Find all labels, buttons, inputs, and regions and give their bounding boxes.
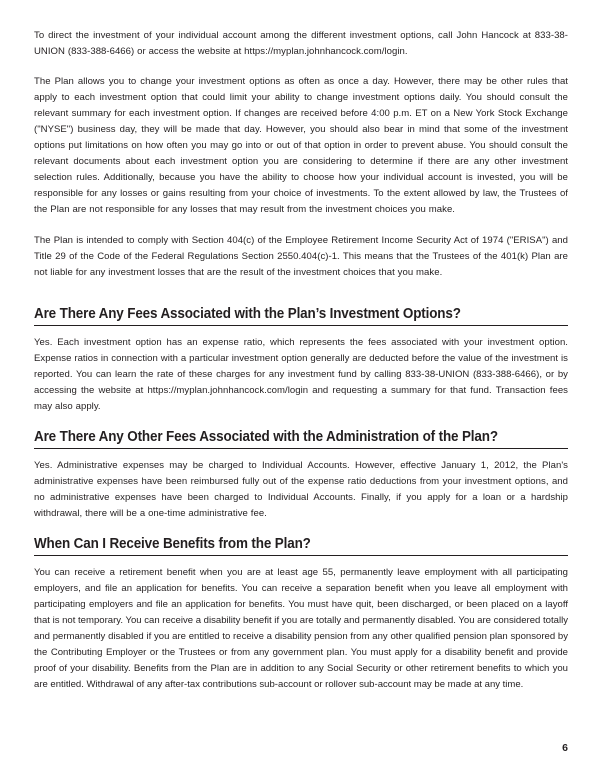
paragraph-benefits-eligibility: You can receive a retirement benefit when you are at least age 55, permanently leave employment with all participating employers, and file an application for benefits. You can receive a separation benefit when you leave all employment with participating employers and file an application for benefits. You must have quit, been discharged, or been placed on a layoff that is not temporary. You can receive a disability benefit if you are totally and permanently disabled. You are considered totally and permanently disabled if you are entitled to receive a disability pension from any other qualified pension plan sponsored by the Contributing Employer or the Trustees or from any government plan. You must apply for a disability benefit and provide proof of your disability. Benefits from the Plan are in addition to any Social Security or other retirement benefits to which you are entitled. Withdrawal of any after-tax contributions sub-account or rollover sub-account may be made at any time. — [34, 567, 568, 691]
section-heading-fees-administration — [34, 429, 568, 449]
section-heading-benefits-timing — [34, 536, 568, 556]
paragraph-intro-contact: To direct the investment of your individual account among the different investment options, call John Hancock at 833-38-UNION (833-388-6466) or access the website at https://myplan.johnhancock.com/login. — [34, 30, 568, 58]
paragraph-change-investment-options: The Plan allows you to change your investment options as often as once a day. However, there may be other rules that apply to each investment option that could limit your ability to change investment options daily. You should consult the relevant summary for each investment option. If changes are received before 4:00 p.m. ET on a New York Stock Exchange ("NYSE") business day, they will be made that day. However, you should also bear in mind that some of the investment options put limitations on how often you may go into or out of that option in order to prevent abuse. You should consult the relevant documents about each investment option you are considering to determine if there are any other investment selection rules. Additionally, because you have the ability to choose how your individual account is invested, you will be responsible for any losses or gains resulting from your choice of investments. To the extent allowed by law, the Trustees of the Plan are not responsible for any losses that may result from the investment choices you make. — [34, 76, 568, 216]
paragraph-fees-administration: Yes. Administrative expenses may be charged to Individual Accounts. However, effective January 1, 2012, the Plan's administrative expenses have been reimbursed fully out of the expense ratio deductions from your investment options, and no administrative expenses have been charged to Individual Accounts. Finally, if you apply for a loan or a hardship withdrawal, there will be a one-time administrative fee. — [34, 459, 568, 520]
section-heading-text: Are There Any Fees Associated with the Plan’s Investment Options? — [34, 305, 461, 322]
page-content — [34, 28, 568, 693]
section-heading-text: When Can I Receive Benefits from the Plan? — [34, 536, 311, 553]
paragraph-erisa-404c: The Plan is intended to comply with Section 404(c) of the Employee Retirement Income Security Act of 1974 ("ERISA") and Title 29 of the Code of the Federal Regulations Section 2550.404(c)-1. This means that the Trustees of the 401(k) Plan are not liable for any investment losses that are the result of the investment choices that you make. — [34, 234, 568, 278]
page-number: 6 — [562, 742, 568, 754]
paragraph-fees-investment-options: Yes. Each investment option has an expense ratio, which represents the fees associated with your investment option. Expense ratios in connection with a particular investment option generally are deducted before the value of the investment is reported. You can learn the rate of these charges for any investment fund by calling 833-38-UNION (833-388-6466), or by accessing the website at https://myplan.johnhancock.com/login and requesting a summary for that fund. Transaction fees may also apply. — [34, 336, 568, 412]
heading-spacer — [34, 295, 568, 299]
section-heading-fees-investment-options — [34, 306, 568, 326]
section-heading-text: Are There Any Other Fees Associated with the Administration of the Plan? — [34, 428, 498, 445]
